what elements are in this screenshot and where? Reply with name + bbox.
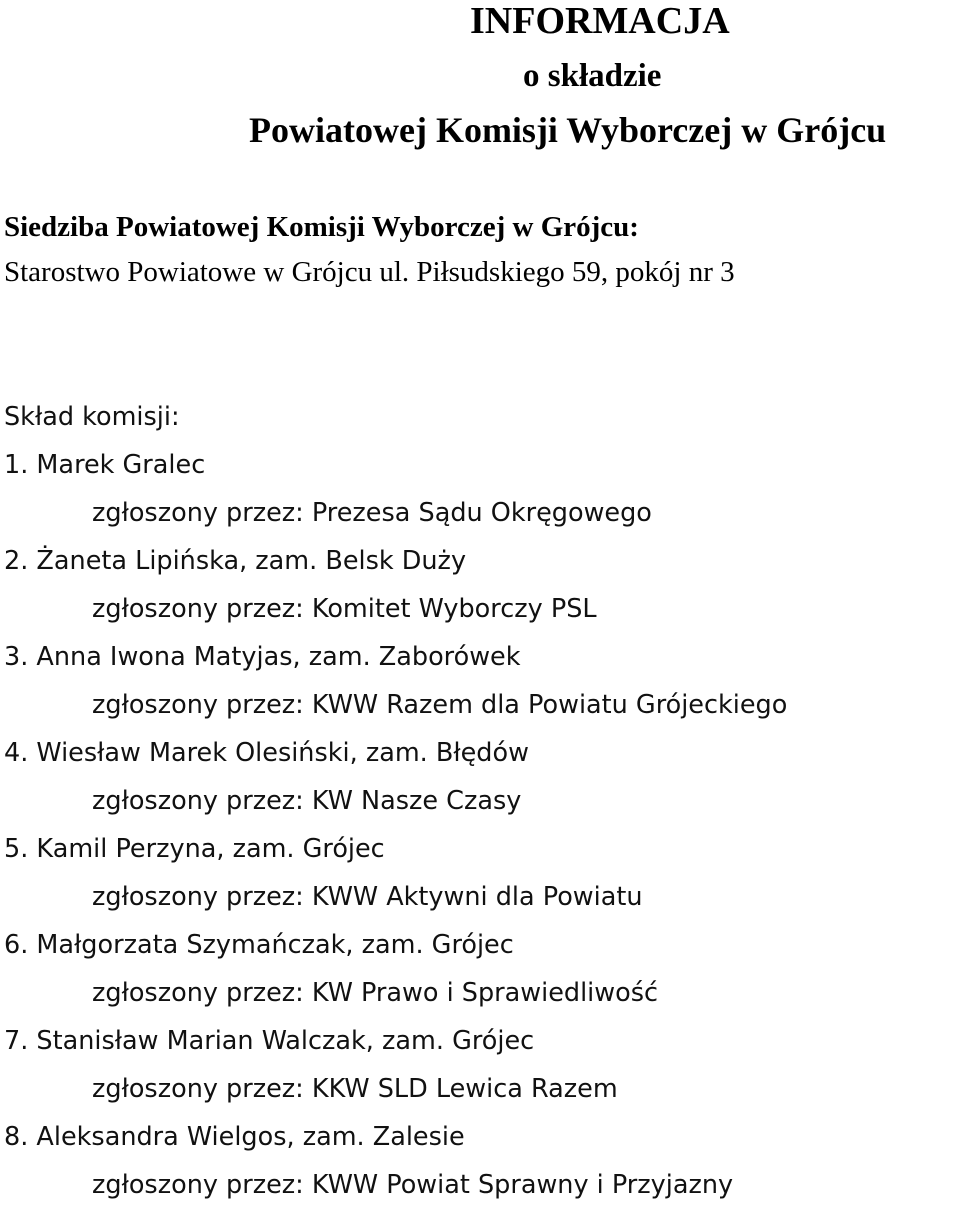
member-nominated-by: zgłoszony przez: KWW Razem dla Powiatu Grójeckiego: [92, 690, 788, 720]
member-item: [4, 633, 956, 729]
member-name: 8. Aleksandra Wielgos, zam. Zalesie: [4, 1122, 465, 1152]
member-item: [4, 1113, 956, 1209]
member-item: [4, 537, 956, 633]
title-line-informacja: INFORMACJA: [470, 0, 730, 42]
member-name: 6. Małgorzata Szymańczak, zam. Grójec: [4, 930, 514, 960]
member-nominated-by: zgłoszony przez: KW Nasze Czasy: [92, 786, 522, 816]
member-name: 1. Marek Gralec: [4, 450, 206, 480]
member-nominated-by: zgłoszony przez: KWW Powiat Sprawny i Przyjazny: [92, 1170, 734, 1200]
member-nominated-by: zgłoszony przez: KWW Aktywni dla Powiatu: [92, 882, 643, 912]
seat-heading: Siedziba Powiatowej Komisji Wyborczej w Grójcu:: [4, 211, 639, 243]
title-line-o-skladzie: o składzie: [523, 58, 662, 94]
member-nominated-by: zgłoszony przez: KKW SLD Lewica Razem: [92, 1074, 618, 1104]
member-name: 5. Kamil Perzyna, zam. Grójec: [4, 834, 385, 864]
document-title: [0, 0, 960, 160]
member-name: 4. Wiesław Marek Olesiński, zam. Błędów: [4, 738, 529, 768]
member-name: 7. Stanisław Marian Walczak, zam. Grójec: [4, 1026, 535, 1056]
composition-section: [4, 393, 956, 1209]
member-item: [4, 921, 956, 1017]
member-item: [4, 729, 956, 825]
member-item: [4, 1017, 956, 1113]
member-item: [4, 825, 956, 921]
title-line-commission-name: Powiatowej Komisji Wyborczej w Grójcu: [249, 110, 887, 150]
member-nominated-by: zgłoszony przez: KW Prawo i Sprawiedliwość: [92, 978, 659, 1008]
seat-address: Starostwo Powiatowe w Grójcu ul. Piłsudskiego 59, pokój nr 3: [4, 256, 735, 288]
member-name: 3. Anna Iwona Matyjas, zam. Zaborówek: [4, 642, 521, 672]
composition-heading: Skład komisji:: [4, 402, 180, 432]
member-name: 2. Żaneta Lipińska, zam. Belsk Duży: [4, 546, 467, 576]
member-item: [4, 441, 956, 537]
member-nominated-by: zgłoszony przez: Prezesa Sądu Okręgowego: [92, 498, 652, 528]
member-nominated-by: zgłoszony przez: Komitet Wyborczy PSL: [92, 594, 597, 624]
